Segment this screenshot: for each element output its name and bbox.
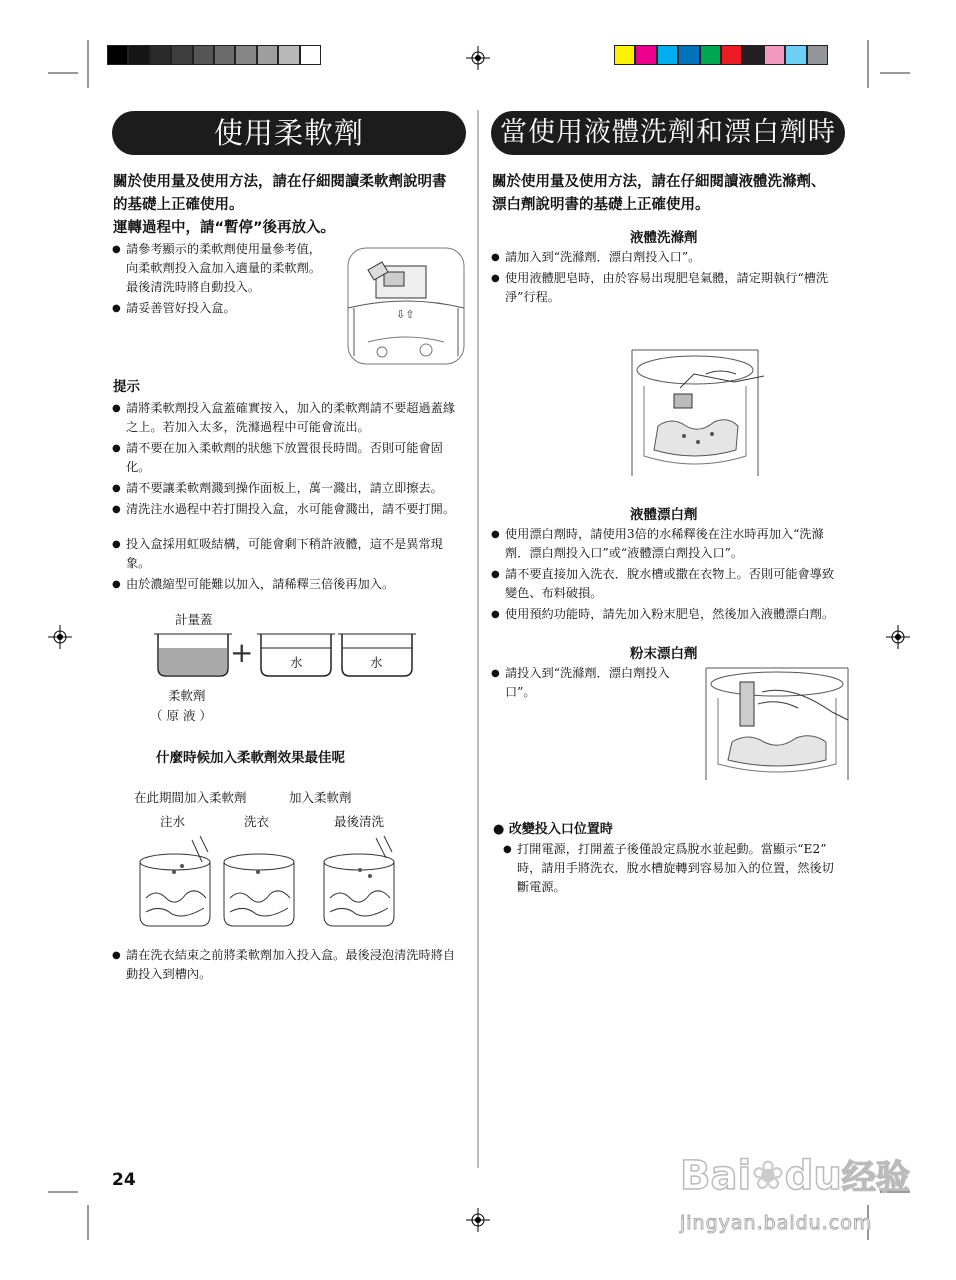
color-swatch — [700, 45, 721, 65]
svg-text:+: + — [230, 636, 254, 669]
color-swatch — [635, 45, 656, 65]
measure-cap-label: 計量蓋 — [175, 612, 213, 627]
right-lead-text: 關於使用量及使用方法，請在仔細閱讀液體洗滌劑、 漂白劑說明書的基礎上正確使用。 — [492, 174, 826, 213]
water-label-1: 水 — [290, 655, 303, 670]
grayscale-calibration-bar — [107, 45, 321, 65]
change-inlet-list — [503, 840, 853, 899]
gray-swatch — [150, 45, 171, 65]
add-softener-label: 加入柔軟劑 — [289, 790, 352, 805]
svg-text:⇩⇧: ⇩⇧ — [396, 308, 415, 321]
powder-bleach-illustration — [702, 664, 852, 786]
color-swatch — [678, 45, 699, 65]
stage-final-rinse: 最後清洗 — [334, 814, 385, 829]
bullet-item: ● 請投入到“洗滌劑．漂白劑投入 口”。 — [491, 664, 705, 702]
bullet-item: ● 使用預約功能時，請先加入粉末肥皂，然後加入液體漂白劑。 — [491, 605, 851, 624]
bullet-item: ● 由於濃縮型可能難以加入，請稀釋三倍後再加入。 — [112, 575, 468, 594]
registration-mark-top — [466, 46, 490, 70]
color-swatch — [764, 45, 785, 65]
color-swatch — [657, 45, 678, 65]
color-swatch — [807, 45, 828, 65]
stage-wash: 洗衣 — [244, 814, 270, 829]
gray-swatch — [278, 45, 299, 65]
gray-swatch — [235, 45, 256, 65]
gray-swatch — [257, 45, 278, 65]
color-swatch — [742, 45, 763, 65]
registration-mark-right — [886, 625, 910, 649]
tips-list-2 — [112, 535, 468, 596]
bullet-item: ● 請參考顯示的柔軟劑使用量參考值， 向柔軟劑投入盒加入適量的柔軟劑。 最後清洗時將自動投入。 — [112, 240, 342, 297]
baidu-watermark: Bai❀du经验 jingyan.baidu.com — [680, 1153, 910, 1234]
color-swatch — [785, 45, 806, 65]
liquid-bleach-title: 液體漂白劑 — [630, 507, 698, 523]
bullet-item: ● 請不要直接加入洗衣．脫水槽或撒在衣物上。否則可能會導致 變色、布料破損。 — [491, 565, 851, 603]
during-label: 在此期間加入柔軟劑 — [134, 790, 247, 805]
gray-swatch — [214, 45, 235, 65]
paw-icon: ❀ — [751, 1153, 785, 1199]
liquid-bleach-list — [491, 525, 851, 626]
gray-swatch — [171, 45, 192, 65]
bullet-item: ● 使用漂白劑時，請使用3倍的水稀釋後在注水時再加入“洗滌 劑．漂白劑投入口”或“液體漂白劑投入口”。 — [491, 525, 851, 563]
stage-fill: 注水 — [160, 814, 186, 829]
gray-swatch — [128, 45, 149, 65]
bullet-item: ● 請不要在加入柔軟劑的狀態下放置很長時間。否則可能會固 化。 — [112, 439, 468, 477]
powder-bleach-title: 粉末漂白劑 — [630, 646, 698, 662]
color-swatch — [721, 45, 742, 65]
softener-label: 柔軟劑 — [168, 688, 206, 703]
liquid-detergent-title: 液體洗滌劑 — [630, 230, 698, 246]
gray-swatch — [300, 45, 321, 65]
softener-instructions — [112, 240, 342, 320]
bullet-item: ● 請不要讓柔軟劑濺到操作面板上，萬一濺出，請立即擦去。 — [112, 479, 468, 498]
right-section-title: 當使用液體洗劑和漂白劑時 — [491, 111, 845, 155]
tips-title: 提示 — [113, 379, 140, 395]
bullet-item: ● 請將柔軟劑投入盒蓋確實按入，加入的柔軟劑請不要超過蓋緣 之上。若加入太多，洗滌過程中可能會流出。 — [112, 399, 468, 437]
softener-dispenser-illustration — [346, 246, 466, 366]
bullet-item: ● 請在洗衣結束之前將柔軟劑加入投入盒。最後浸泡清洗時將自 動投入到槽內。 — [112, 946, 468, 984]
water-label-2: 水 — [370, 655, 383, 670]
tips-list — [112, 399, 468, 521]
gray-swatch — [107, 45, 128, 65]
left-lead-text: 關於使用量及使用方法，請在仔細閱讀柔軟劑說明書 的基礎上正確使用。 — [113, 174, 447, 213]
watermark-url: jingyan.baidu.com — [680, 1212, 873, 1234]
liquid-detergent-illustration — [628, 346, 768, 484]
color-swatch — [614, 45, 635, 65]
bullet-item: ● 投入盒採用虹吸結構，可能會剩下稍許液體，這不是異常現 象。 — [112, 535, 468, 573]
gray-swatch — [193, 45, 214, 65]
powder-bleach-list — [491, 664, 705, 704]
liquid-detergent-list — [491, 248, 849, 309]
page-number: 24 — [112, 1170, 136, 1190]
bullet-item: ● 使用液體肥皂時，由於容易出現肥皂氣體，請定期執行“槽洗 淨”行程。 — [491, 269, 849, 307]
pause-note: 運轉過程中，請“暫停”後再放入。 — [113, 220, 336, 236]
best-time-title: 什麼時候加入柔軟劑效果最佳呢 — [156, 750, 345, 766]
raw-liquid-label: （ 原 液 ） — [150, 708, 212, 723]
change-inlet-title: ● 改變投入口位置時 — [493, 822, 613, 837]
left-section-title: 使用柔軟劑 — [112, 111, 466, 155]
bullet-item: ● 清洗注水過程中若打開投入盒，水可能會濺出，請不要打開。 — [112, 500, 468, 519]
color-calibration-bar — [614, 45, 828, 65]
wash-stages-illustration — [134, 836, 414, 932]
bullet-item: ● 請加入到“洗滌劑．漂白劑投入口”。 — [491, 248, 849, 267]
bullet-item: ● 打開電源，打開蓋子後僅設定爲脫水並起動。當顯示“E2” 時，請用手將洗衣．脫水槽旋轉到容易加入的位置，然後切 斷電源。 — [503, 840, 853, 897]
registration-mark-bottom — [466, 1208, 490, 1232]
final-note — [112, 946, 468, 986]
registration-mark-left — [48, 625, 72, 649]
bullet-item: ● 請妥善管好投入盒。 — [112, 299, 342, 318]
